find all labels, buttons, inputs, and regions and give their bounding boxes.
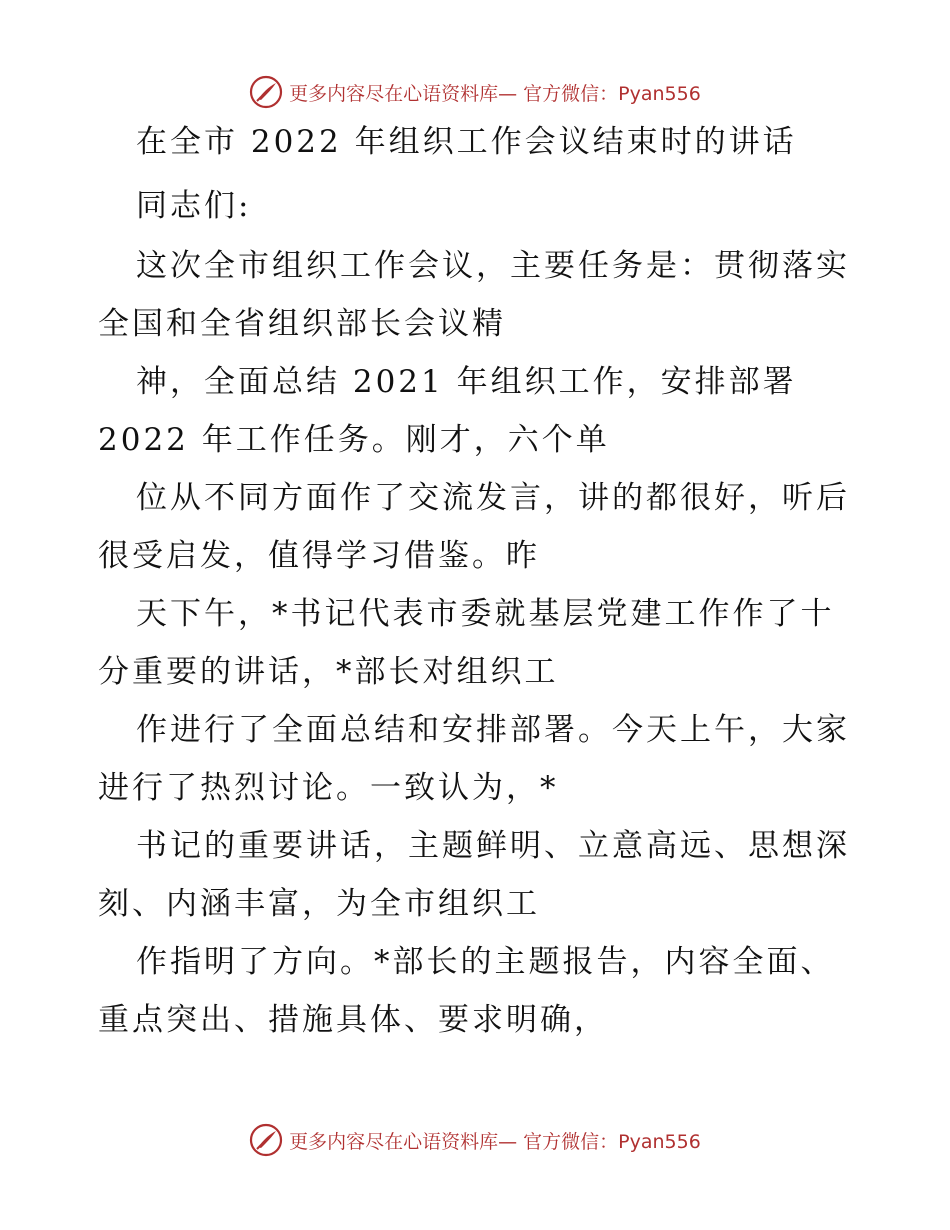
- quill-logo-icon: [249, 75, 283, 109]
- paragraph-line: 很受启发，值得学习借鉴。昨: [98, 538, 540, 574]
- paragraph-line: 作进行了全面总结和安排部署。今天上午，大家: [136, 712, 850, 748]
- header-watermark: [0, 72, 950, 112]
- paragraph-line: 进行了热烈讨论。一致认为，*: [98, 770, 559, 806]
- paragraph-line: 分重要的讲话，*部长对组织工: [98, 654, 559, 690]
- paragraph-line: 书记的重要讲话，主题鲜明、立意高远、思想深: [136, 828, 850, 864]
- paragraph-line: 刻、内涵丰富，为全市组织工: [98, 886, 540, 922]
- quill-logo-icon: [249, 1123, 283, 1157]
- paragraph-line: 2022 年工作任务。刚才，六个单: [98, 422, 610, 458]
- document-title: 在全市 2022 年组织工作会议结束时的讲话: [136, 124, 797, 160]
- watermark-text: 更多内容尽在心语资料库—: [289, 82, 518, 105]
- paragraph-line: 重点突出、措施具体、要求明确，: [98, 1002, 608, 1038]
- paragraph-line: 作指明了方向。*部长的主题报告，内容全面、: [136, 944, 835, 980]
- paragraph-line: 这次全市组织工作会议，主要任务是：贯彻落实: [136, 248, 850, 284]
- watermark-contact: 官方微信：Pyan556: [523, 82, 701, 105]
- watermark-contact: 官方微信：Pyan556: [523, 1130, 701, 1153]
- paragraph-line: 全国和全省组织部长会议精: [98, 306, 506, 342]
- watermark-text: 更多内容尽在心语资料库—: [289, 1130, 518, 1153]
- paragraph-line: 天下午，*书记代表市委就基层党建工作作了十: [136, 596, 835, 632]
- paragraph-line: 神，全面总结 2021 年组织工作，安排部署: [136, 364, 797, 400]
- salutation: 同志们:: [136, 188, 252, 224]
- footer-watermark: [0, 1120, 950, 1160]
- paragraph-line: 位从不同方面作了交流发言，讲的都很好，听后: [136, 480, 850, 516]
